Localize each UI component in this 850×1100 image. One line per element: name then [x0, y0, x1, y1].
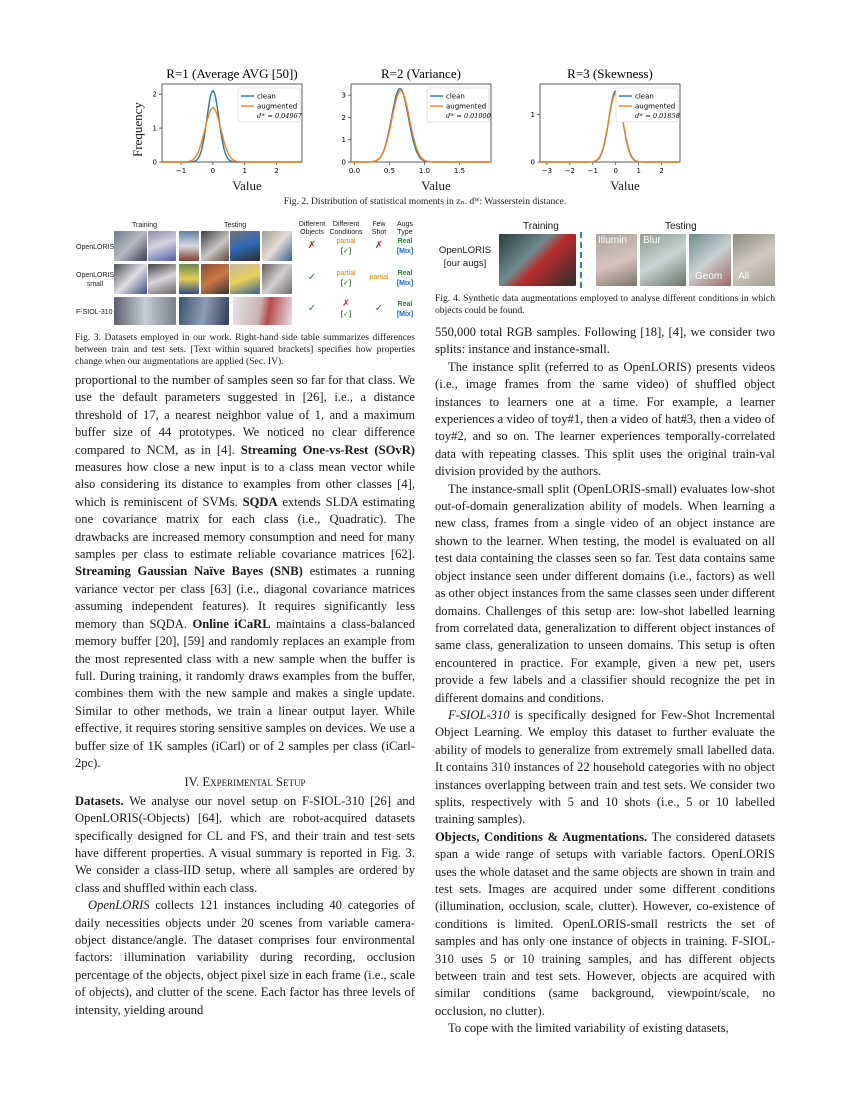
y-tick-label: 2 [152, 90, 157, 99]
fig3-thumb [262, 264, 292, 294]
paragraph: Objects, Conditions & Augmentations. The considered datasets span a wide range of setups with variable factors. OpenLORIS uses the whole dataset and the same objects are shown in train and test sets. Images are acquired under some different conditions (illumination, occlusion, scale, clutter). However, co-existence of conditions is limited. OpenLORIS-small restricts the set of samples and has only one instance of objects in training. F-SIOL-310 uses 5 or 10 training samples, and has different objects between train and test sets. However, objects are acquired with similar conditions (same background, viewpoint/scale, no occlusion, no clutter). [435, 829, 776, 1018]
plot-title: R=3 (Skewness) [567, 66, 653, 81]
fig4-tag-all: All [738, 271, 750, 282]
fig4-tag-blur: Blur [643, 235, 661, 246]
legend-label: clean [446, 92, 465, 101]
legend-label: augmented [257, 102, 298, 111]
y-tick-label: 3 [341, 91, 346, 100]
fig4-divider [580, 232, 582, 288]
legend-label: clean [635, 92, 654, 101]
fig3-thumb [230, 264, 260, 294]
fig3-r3-conditions: ✗ [✓] [340, 298, 352, 318]
fig3-thumb [201, 231, 229, 261]
x-tick-label: 0.0 [348, 167, 361, 175]
fig2-plot3-x-label: Value [610, 178, 640, 193]
fig4-tag-geom: Geom [695, 271, 723, 282]
plot-title: R=1 (Average AVG [50]) [166, 66, 298, 81]
fig3-col-augs: Augs Type [397, 221, 413, 236]
fig4-testing-label: Testing [665, 221, 697, 232]
fig4-row-label: OpenLORIS [our augs] [438, 245, 492, 269]
y-tick-label: 2 [341, 113, 346, 122]
x-tick-label: 0 [613, 167, 618, 175]
legend-label: clean [257, 92, 276, 101]
x-tick-label: −1 [175, 167, 187, 175]
fig3-thumb [179, 231, 199, 261]
fig4-training-label: Training [523, 221, 559, 232]
y-tick-label: 1 [530, 111, 535, 120]
fig3-r2-augs: Real [Mix] [396, 270, 414, 287]
fig3-col-fewshot: Few Shot [371, 221, 387, 236]
plot-title: R=2 (Variance) [381, 66, 461, 81]
paragraph: Datasets. We analyse our novel setup on F-SIOL-310 [26] and OpenLORIS(-Objects) [64], which are robot-acquired datasets specifically designed for CL and FS, and their train and test sets have different properties. A visual summary is reported in Fig. 3. We consider a class-IID setup, where all samples are ordered by class and shuffled within each class. [75, 793, 416, 895]
legend-label: augmented [635, 102, 676, 111]
fig3-thumb [201, 264, 229, 294]
fig3-r3-augs: Real [Mix] [396, 301, 414, 318]
fig3-header-testing: Testing [224, 222, 247, 229]
fig3-r3-few: ✓ [374, 303, 384, 314]
x-tick-label: 1 [636, 167, 641, 175]
fig3-thumb [179, 297, 229, 325]
fig3-r2-few: partial [369, 274, 389, 281]
paragraph: The instance-small split (OpenLORIS-small) evaluates low-shot out-of-domain generalization ability of models. When learning a new class, frames from a single video of an object instance are shown to the learner. When testing, the model is evaluated on all test data containing the classes seen so far. Test data contains same object instance seen under different domains (i.e., factors) as well as other object instances from the same classes seen under different domains. Challenges of this setup are: low-shot labelled learning from correlated data, generalization to different object instances of same class, generalization to unseen domains. This setup is often encountered in practice. For example, given a new pet, users provide a few labels and a classifier should recognize the pet in different domains and conditions. [435, 481, 775, 705]
fig2-plot1-x-label: Value [232, 178, 262, 193]
fig3-col-objects: Different Objects [298, 221, 326, 236]
x-tick-label: 2 [274, 167, 279, 175]
y-tick-label: 1 [152, 124, 157, 133]
right-column [435, 324, 775, 1038]
fig3-thumb [114, 297, 176, 325]
fig3-thumb [179, 264, 199, 294]
y-tick-label: 0 [530, 158, 535, 167]
paragraph: 550,000 total RGB samples. Following [18], [4], we consider two splits: instance and instance-small. [435, 325, 775, 357]
fig3-caption: Fig. 3. Datasets employed in our work. Right-hand side table summarizes differences between train and test sets. [Text within squared brackets] specifies how properties change when our augmentations are applied (Sec. IV). [75, 332, 415, 367]
paragraph: OpenLORIS collects 121 instances including 40 categories of daily necessities objects under 20 scenes from variable camera-object distance/angle. The dataset comprises four environmental factors: illumination variability during recording, occlusion percentage of the objects, object pixel size in each frame (i.e., scale of objects), and clutter of the scene. Each factor has three levels of intensity, yielding around [75, 898, 415, 1017]
x-tick-label: −1 [587, 167, 598, 175]
wasserstein-label: dᵂ = 0.04967 [257, 112, 302, 120]
x-tick-label: 0.5 [383, 167, 396, 175]
x-tick-label: 0 [210, 167, 216, 175]
x-tick-label: −2 [564, 167, 576, 175]
fig4-caption: Fig. 4. Synthetic data augmentations employed to analyse different conditions in which objects could be found. [435, 293, 775, 316]
fig3-row-fsiol: F-SIOL-310 [76, 309, 113, 316]
paragraph: proportional to the number of samples seen so far for that class. We use the default parameters suggested in [26], i.e., a distance threshold of 17, a nearest neighbor value of 1, and a maximum buffer size of 44 prototypes. We noticed no clear difference compared to NCM, as in [4]. Streaming One-vs-Rest (SOvR) measures how close a new input is to a class mean vector while also considering its distance to examples from other classes [4], which is reminiscent of SVMs. SQDA extends SLDA estimating one covariance matrix for each class (i.e., Quadratic). The drawbacks are increased memory consumption and need for many samples per class to estimate reliable covariance matrices [62]. Streaming Gaussian Naïve Bayes (SNB) estimates a running variance vector per class [63] (i.e., diagonal covariance matrices assuming independent features). It requires significantly less memory than SQDA. Online iCaRL maintains a class-balanced memory buffer [20], [59] and randomly replaces an example from the most represented class with a new sample when the buffer is full. During training, it randomly draws examples from the buffer, combines them with the new sample and makes a single update. Similar to other methods, we train a linear output layer. While effective, it requires storing sensitive samples on devices. We use a buffer size of 1K samples (iCarl) or of 2 samples per class (iCarl-2pc). [75, 373, 415, 770]
fig3-r1-few: ✗ [374, 240, 384, 251]
y-tick-label: 1 [341, 136, 346, 145]
fig3-row-openloris: OpenLORIS [76, 244, 115, 251]
fig3-r2-objects: ✓ [307, 272, 317, 283]
legend-label: augmented [446, 102, 487, 111]
paragraph: To cope with the limited variability of existing datasets, [448, 1021, 729, 1036]
x-tick-label: 2 [659, 167, 664, 175]
y-tick-label: 0 [152, 158, 157, 167]
fig3-thumb [230, 231, 260, 261]
fig4-tag-illumin: Illumin [598, 235, 627, 246]
fig4-train-thumb [499, 234, 576, 286]
fig3-col-conditions: Different Conditions [329, 221, 363, 236]
fig3-row-openloris-small: OpenLORIS small [76, 272, 115, 288]
fig3-thumb [262, 231, 292, 261]
y-tick-label: 0 [341, 158, 346, 167]
fig3-r3-objects: ✓ [307, 303, 317, 314]
fig2-plots [140, 64, 720, 194]
paragraph: F-SIOL-310 is specifically designed for Few-Shot Incremental Object Learning. We employ this dataset to further evaluate the ability of models to generalize from extremely small labelled data. It contains 310 instances of 22 household categories with no object instances overlapping between train and test sets. We consider two splits, respectively with 5 and 10 shots (i.e., 5 or 10 labelled training samples). [435, 707, 775, 827]
fig2-caption: Fig. 2. Distribution of statistical moments in zₙ. dᵂ: Wasserstein distance. [283, 196, 567, 207]
fig3-header-training: Training [132, 222, 158, 229]
fig2-y-axis-label: Frequency [130, 102, 145, 157]
wasserstein-label: dᵂ = 0.01858 [635, 112, 680, 120]
fig3-thumb [114, 231, 147, 261]
paragraph: The instance split (referred to as OpenLORIS) presents videos (i.e., image frames from the same video) of shuffled object instances to learners one at a time. For example, a learner experiences a video of toy#1, then a video of hat#3, then a video of toy#2, and so on. The learner experiences temporally-correlated data with repeating classes. This split uses the original train-val division provided by the authors. [435, 359, 775, 479]
fig3-thumb [114, 264, 147, 294]
fig3-thumb [148, 231, 176, 261]
fig2-plot2-x-label: Value [421, 178, 451, 193]
fig3-r1-conditions: partial [✓] [336, 238, 356, 255]
fig3-r1-augs: Real [Mix] [396, 238, 414, 255]
fig3-thumb [148, 264, 176, 294]
fig3-r1-objects: ✗ [307, 240, 317, 251]
fig3-r2-conditions: partial [✓] [336, 270, 356, 287]
x-tick-label: 1.5 [453, 167, 466, 175]
x-tick-label: −3 [541, 167, 553, 175]
fig3-thumb [233, 297, 292, 325]
wasserstein-label: dᵂ = 0.01000 [446, 112, 491, 120]
section-heading: IV. Experimental Setup [184, 775, 306, 790]
left-column [75, 372, 415, 1019]
x-tick-label: 1 [242, 167, 247, 175]
x-tick-label: 1.0 [418, 167, 431, 175]
